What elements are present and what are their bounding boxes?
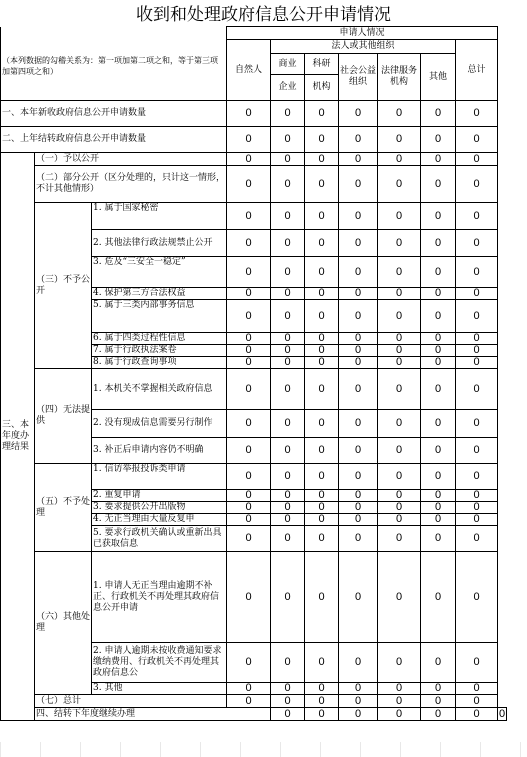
row-label: 4. 无正当理由大量反复申 — [92, 514, 227, 526]
cell: 0 — [305, 708, 339, 721]
cell: 0 — [227, 345, 271, 357]
cell: 0 — [339, 333, 378, 345]
cell: 0 — [421, 101, 456, 127]
cell: 0 — [421, 708, 456, 721]
cell: 0 — [271, 101, 305, 127]
cell: 0 — [456, 464, 498, 490]
row-label: （七）总计 — [35, 695, 227, 708]
cell: 0 — [271, 643, 305, 683]
cell: 0 — [339, 464, 378, 490]
cell: 0 — [227, 695, 271, 708]
cell: 0 — [421, 410, 456, 438]
cell: 0 — [378, 683, 421, 695]
cell: 0 — [378, 514, 421, 526]
cell: 0 — [456, 153, 498, 166]
cell: 0 — [456, 300, 498, 333]
cell: 0 — [456, 369, 498, 410]
cell: 0 — [421, 153, 456, 166]
cell: 0 — [305, 502, 339, 514]
cell: 0 — [378, 166, 421, 203]
cell: 0 — [227, 369, 271, 410]
cell: 0 — [271, 357, 305, 369]
cell: 0 — [378, 490, 421, 502]
row-label: 3. 要求提供公开出版物 — [92, 502, 227, 514]
cell: 0 — [421, 643, 456, 683]
cell: 0 — [339, 203, 378, 230]
cell: 0 — [271, 490, 305, 502]
cell: 0 — [271, 502, 305, 514]
research-header-a: 科研 — [305, 54, 339, 75]
cell: 0 — [271, 127, 305, 153]
cell: 0 — [339, 695, 378, 708]
cell: 0 — [421, 502, 456, 514]
cell: 0 — [271, 333, 305, 345]
cell: 0 — [305, 203, 339, 230]
cell: 0 — [227, 643, 271, 683]
cell: 0 — [339, 708, 378, 721]
row-label: 3. 其他 — [92, 683, 227, 695]
cell: 0 — [378, 357, 421, 369]
row-label: （一）予以公开 — [35, 153, 227, 166]
row-g3-1 — [1, 203, 507, 230]
cell: 0 — [339, 166, 378, 203]
cell: 0 — [499, 707, 506, 720]
cell: 0 — [305, 300, 339, 333]
cell: 0 — [456, 127, 498, 153]
row-label: 一、本年新收政府信息公开申请数量 — [1, 101, 227, 127]
cell: 0 — [421, 369, 456, 410]
cell: 0 — [227, 203, 271, 230]
cell: 0 — [305, 153, 339, 166]
cell: 0 — [456, 410, 498, 438]
cell: 0 — [378, 369, 421, 410]
cell: 0 — [421, 464, 456, 490]
cell: 0 — [339, 410, 378, 438]
cell: 0 — [305, 333, 339, 345]
cell: 0 — [305, 552, 339, 643]
commercial-header-b: 企业 — [271, 75, 305, 101]
natural-person-header: 自然人 — [227, 40, 271, 101]
cell: 0 — [339, 552, 378, 643]
row-g6-1 — [1, 552, 507, 643]
group-label: （六）其他处理 — [35, 552, 92, 695]
cell: 0 — [339, 127, 378, 153]
row-new-requests — [1, 101, 507, 127]
other-header: 其他 — [421, 54, 456, 101]
application-table — [0, 26, 507, 721]
row-label: 1. 本机关不掌握相关政府信息 — [92, 369, 227, 410]
cell: 0 — [378, 333, 421, 345]
cell: 0 — [271, 708, 305, 721]
cell: 0 — [227, 683, 271, 695]
cell: 0 — [421, 695, 456, 708]
cell: 0 — [456, 288, 498, 300]
cell: 0 — [378, 203, 421, 230]
cell: 0 — [339, 357, 378, 369]
row-g1 — [1, 153, 507, 166]
cell: 0 — [421, 257, 456, 288]
cell: 0 — [421, 357, 456, 369]
cell: 0 — [305, 127, 339, 153]
legal-entity-header: 法人或其他组织 — [271, 40, 456, 54]
cell: 0 — [271, 369, 305, 410]
group-label: （五）不予处理 — [35, 464, 92, 552]
cell: 0 — [305, 526, 339, 552]
cell: 0 — [305, 695, 339, 708]
cell: 0 — [227, 153, 271, 166]
cell: 0 — [421, 514, 456, 526]
cell: 0 — [421, 127, 456, 153]
cell: 0 — [305, 257, 339, 288]
cell: 0 — [305, 514, 339, 526]
cell: 0 — [339, 230, 378, 257]
cell: 0 — [378, 101, 421, 127]
cell: 0 — [305, 464, 339, 490]
cell: 0 — [227, 230, 271, 257]
row-label: 四、结转下年度继续办理 — [35, 708, 271, 721]
row-label: 6. 属于四类过程性信息 — [92, 333, 227, 345]
cell: 0 — [305, 166, 339, 203]
result-section-label: 三、本年度办理结果 — [1, 153, 35, 721]
cell: 0 — [271, 166, 305, 203]
cell: 0 — [305, 230, 339, 257]
cell: 0 — [421, 333, 456, 345]
cell: 0 — [339, 257, 378, 288]
cell: 0 — [378, 410, 421, 438]
cell: 0 — [378, 127, 421, 153]
row-label: 5. 要求行政机关确认或重新出具已获取信息 — [92, 526, 227, 552]
group-label: （四）无法提供 — [35, 369, 92, 464]
cell: 0 — [339, 369, 378, 410]
cell: 0 — [227, 552, 271, 643]
cell: 0 — [339, 502, 378, 514]
cell: 0 — [339, 683, 378, 695]
cell: 0 — [456, 683, 498, 695]
row-g4-1 — [1, 369, 507, 410]
cell: 0 — [227, 526, 271, 552]
row-label: 7. 属于行政执法案卷 — [92, 345, 227, 357]
row-label: 2. 重复申请 — [92, 490, 227, 502]
cell: 0 — [339, 101, 378, 127]
cell: 0 — [271, 203, 305, 230]
row-label: 2. 其他法律行政法规禁止公开 — [92, 230, 227, 257]
cell: 0 — [271, 526, 305, 552]
cell: 0 — [378, 708, 421, 721]
cell: 0 — [227, 514, 271, 526]
cell: 0 — [339, 438, 378, 464]
cell: 0 — [456, 502, 498, 514]
cell: 0 — [339, 345, 378, 357]
group-label: （三）不予公开 — [35, 203, 92, 369]
cell: 0 — [227, 300, 271, 333]
cell: 0 — [378, 153, 421, 166]
cell: 0 — [271, 288, 305, 300]
cell: 0 — [339, 490, 378, 502]
cell: 0 — [227, 101, 271, 127]
cell: 0 — [456, 257, 498, 288]
row-label: 3. 补正后申请内容仍不明确 — [92, 438, 227, 464]
row-g5-1 — [1, 464, 507, 490]
cell: 0 — [456, 708, 498, 721]
cell: 0 — [456, 203, 498, 230]
law-org-header: 法律服务机构 — [378, 54, 421, 101]
cell: 0 — [305, 410, 339, 438]
row-label: 1. 申请人无正当理由逾期不补正、行政机关不再处理其政府信息公开申请 — [92, 552, 227, 643]
cell: 0 — [339, 153, 378, 166]
cell: 0 — [378, 464, 421, 490]
row-label: （二）部分公开（区分处理的，只计这一情形，不计其他情形） — [35, 166, 227, 203]
cell: 0 — [339, 514, 378, 526]
row-g2 — [1, 166, 507, 203]
row-label: 5. 属于三类内部事务信息 — [92, 300, 227, 333]
cell: 0 — [378, 502, 421, 514]
row-label: 1. 属于国家秘密 — [92, 203, 227, 230]
cell: 0 — [421, 288, 456, 300]
cell: 0 — [378, 438, 421, 464]
row-label: 8. 属于行政查询事项 — [92, 357, 227, 369]
cell: 0 — [271, 257, 305, 288]
cell: 0 — [227, 410, 271, 438]
cell: 0 — [227, 438, 271, 464]
cell: 0 — [378, 345, 421, 357]
cell: 0 — [305, 288, 339, 300]
cell: 0 — [305, 643, 339, 683]
cell: 0 — [305, 683, 339, 695]
cell: 0 — [456, 643, 498, 683]
row-label: 二、上年结转政府信息公开申请数量 — [1, 127, 227, 153]
cell: 0 — [227, 357, 271, 369]
cell: 0 — [227, 166, 271, 203]
cell: 0 — [271, 695, 305, 708]
cell: 0 — [227, 464, 271, 490]
cell: 0 — [305, 490, 339, 502]
cell: 0 — [305, 345, 339, 357]
cell: 0 — [421, 683, 456, 695]
cell: 0 — [305, 101, 339, 127]
cell: 0 — [456, 166, 498, 203]
cell: 0 — [421, 552, 456, 643]
total-header: 总计 — [456, 40, 498, 101]
cell: 0 — [378, 300, 421, 333]
cell: 0 — [456, 514, 498, 526]
header-note: （本列数据的勾稽关系为：第一项加第二项之和，等于第三项加第四项之和） — [1, 27, 227, 101]
cell: 0 — [339, 643, 378, 683]
cell: 0 — [271, 552, 305, 643]
cell: 0 — [378, 257, 421, 288]
cell: 0 — [378, 526, 421, 552]
cell: 0 — [456, 345, 498, 357]
cell: 0 — [378, 230, 421, 257]
cell: 0 — [456, 101, 498, 127]
applicant-header: 申请人情况 — [227, 27, 498, 40]
cell: 0 — [421, 490, 456, 502]
cell: 0 — [227, 333, 271, 345]
cell: 0 — [271, 683, 305, 695]
row-label: 3. 危及“三安全一稳定” — [92, 257, 227, 288]
cell: 0 — [339, 288, 378, 300]
cell: 0 — [456, 695, 498, 708]
cell: 0 — [421, 438, 456, 464]
cell: 0 — [271, 410, 305, 438]
cell: 0 — [271, 153, 305, 166]
cell: 0 — [378, 552, 421, 643]
cell: 0 — [456, 333, 498, 345]
row-carried-over — [1, 127, 507, 153]
cell: 0 — [421, 345, 456, 357]
cell: 0 — [421, 526, 456, 552]
cell: 0 — [305, 357, 339, 369]
cell: 0 — [339, 526, 378, 552]
cell: 0 — [271, 230, 305, 257]
cell: 0 — [227, 288, 271, 300]
cell: 0 — [421, 203, 456, 230]
cell: 0 — [227, 127, 271, 153]
cell: 0 — [227, 502, 271, 514]
cell: 0 — [271, 464, 305, 490]
page-title: 收到和处理政府信息公开申请情况 — [136, 5, 391, 25]
cell: 0 — [456, 357, 498, 369]
public-org-header: 社会公益组织 — [339, 54, 378, 101]
row-label: 2. 申请人逾期未按收费通知要求缴纳费用、行政机关不再处理其政府信息公 — [92, 643, 227, 683]
cell: 0 — [378, 695, 421, 708]
row-label: 2. 没有现成信息需要另行制作 — [92, 410, 227, 438]
cell: 0 — [421, 230, 456, 257]
cell: 0 — [227, 257, 271, 288]
cell: 0 — [305, 438, 339, 464]
cell: 0 — [271, 345, 305, 357]
cell: 0 — [456, 526, 498, 552]
cell: 0 — [378, 288, 421, 300]
cell: 0 — [305, 369, 339, 410]
research-header-b: 机构 — [305, 75, 339, 101]
cell: 0 — [456, 230, 498, 257]
row-label: 1. 信访举报投诉类申请 — [92, 464, 227, 490]
commercial-header-a: 商业 — [271, 54, 305, 75]
spreadsheet-gridlines — [0, 742, 527, 757]
cell: 0 — [456, 438, 498, 464]
cell: 0 — [271, 514, 305, 526]
cell: 0 — [271, 300, 305, 333]
row-next-year — [1, 708, 507, 721]
cell: 0 — [456, 490, 498, 502]
cell: 0 — [421, 300, 456, 333]
cell: 0 — [456, 552, 498, 643]
row-g7 — [1, 695, 507, 708]
cell: 0 — [227, 490, 271, 502]
cell: 0 — [378, 643, 421, 683]
cell: 0 — [271, 438, 305, 464]
row-label: 4. 保护第三方合法权益 — [92, 288, 227, 300]
cell: 0 — [339, 300, 378, 333]
cell: 0 — [421, 166, 456, 203]
